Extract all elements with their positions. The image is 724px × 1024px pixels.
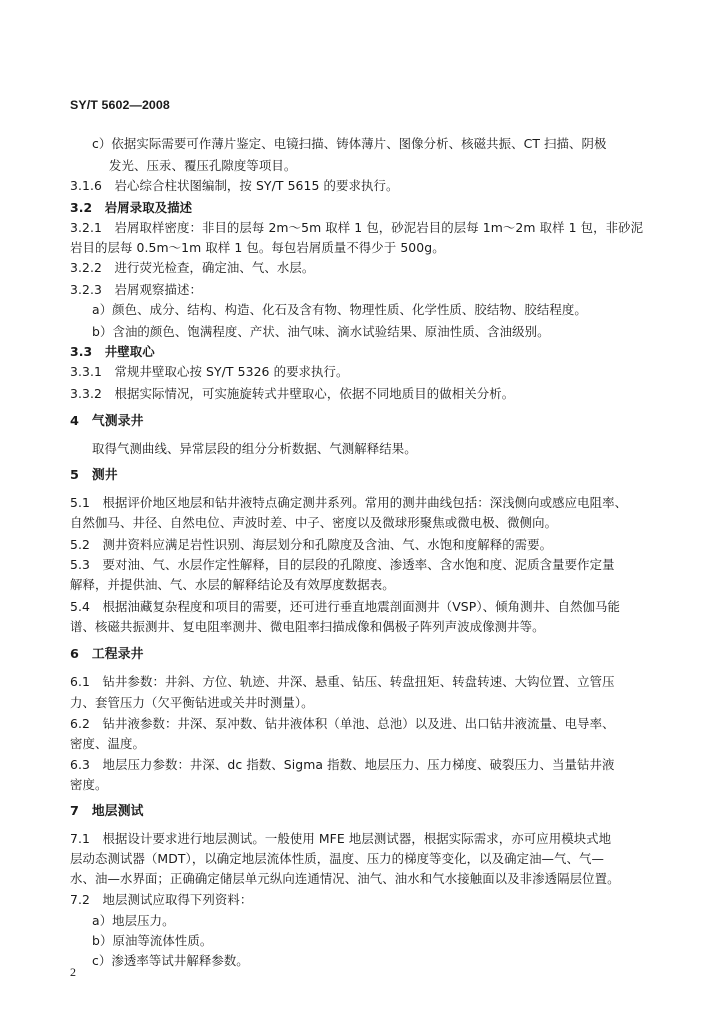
text-line: 自然伽马、井径、自然电位、声波时差、中子、密度以及微球形聚焦或微电极、微侧向。 [70, 515, 558, 530]
text-line: 3.2.2 进行荧光检查，确定油、气、水层。 [70, 260, 315, 275]
text-line: 解释，并提供油、气、水层的解释结论及有效厚度数据表。 [70, 577, 395, 592]
text-line: 取得气测曲线、异常层段的组分分析数据、气测解释结果。 [92, 441, 417, 456]
text-line: 3.3.2 根据实际情况，可实施旋转式井壁取心，依据不同地质目的做相关分析。 [70, 386, 515, 401]
text-line: 3.1.6 岩心综合柱状图编制，按 SY/T 5615 的要求执行。 [70, 178, 399, 193]
text-line: 密度、温度。 [70, 736, 145, 751]
text-line: 发光、压汞、覆压孔隙度等项目。 [109, 158, 297, 173]
text-line: 密度。 [70, 777, 108, 792]
text-line: 力、套管压力（欠平衡钻进或关井时测量）。 [70, 695, 314, 710]
text-line: 3.2.3 岩屑观察描述： [70, 282, 202, 297]
text-line: 5.4 根据油藏复杂程度和项目的需要，还可进行垂直地震剖面测井（VSP）、倾角测井、自然伽马能 [70, 599, 621, 614]
text-line: c）渗透率等试井解释参数。 [92, 953, 249, 968]
text-line: 6.3 地层压力参数：井深、dc 指数、Sigma 指数、地层压力、压力梯度、破裂压力、当量钻井液 [70, 757, 615, 772]
text-line: b）含油的颜色、饱满程度、产状、油气味、滴水试验结果、原油性质、含油级别。 [92, 324, 550, 339]
text-line: a）地层压力。 [92, 913, 175, 928]
document-code-header: SY/T 5602—2008 [70, 98, 170, 112]
text-line: 5.1 根据评价地区地层和钻井液特点确定测井系列。常用的测井曲线包括：深浅侧向或感应电阻率、 [70, 495, 628, 510]
text-line: 水、油—水界面；正确确定储层单元纵向连通情况、油气、油水和气水接触面以及非渗透隔层位置。 [70, 871, 620, 886]
text-line: 7.2 地层测试应取得下列资料： [70, 892, 253, 907]
text-line: 6.2 钻井液参数：井深、泵冲数、钻井液体积（单池、总池）以及进、出口钻井液流量、电导率、 [70, 716, 615, 731]
text-line: 6.1 钻井参数：井斜、方位、轨迹、井深、悬重、钻压、转盘扭矩、转盘转速、大钩位置、立管压 [70, 674, 615, 689]
text-line: 5.3 要对油、气、水层作定性解释，目的层段的孔隙度、渗透率、含水饱和度、泥质含量要作定量 [70, 557, 615, 572]
text-line: a）颜色、成分、结构、构造、化石及含有物、物理性质、化学性质、胶结物、胶结程度。 [92, 302, 587, 317]
section-heading: 7 地层测试 [70, 804, 144, 819]
page-number: 2 [70, 965, 77, 979]
text-line: 岩目的层每 0.5m～1m 取样 1 包。每包岩屑质量不得少于 500g。 [70, 240, 445, 255]
section-heading: 5 测井 [70, 468, 118, 483]
text-line: 7.1 根据设计要求进行地层测试。一般使用 MFE 地层测试器，根据实际需求，亦可应用模块式地 [70, 831, 612, 846]
text-line: b）原油等流体性质。 [92, 933, 213, 948]
text-line: c）依据实际需要可作薄片鉴定、电镜扫描、铸体薄片、图像分析、核磁共振、CT 扫描、阴极 [92, 136, 607, 151]
text-line: 3.3.1 常规井壁取心按 SY/T 5326 的要求执行。 [70, 364, 349, 379]
section-heading: 4 气测录井 [70, 414, 144, 429]
text-line: 谱、核磁共振测井、复电阻率测井、微电阻率扫描成像和偶极子阵列声波成像测井等。 [70, 619, 545, 634]
subsection-heading: 3.3 井壁取心 [70, 344, 155, 359]
text-line: 层动态测试器（MDT），以确定地层流体性质，温度、压力的梯度等变化，以及确定油—气、气— [70, 851, 605, 866]
subsection-heading: 3.2 岩屑录取及描述 [70, 200, 193, 215]
section-heading: 6 工程录井 [70, 647, 144, 662]
text-line: 5.2 测井资料应满足岩性识别、海层划分和孔隙度及含油、气、水饱和度解释的需要。 [70, 537, 553, 552]
text-line: 3.2.1 岩屑取样密度：非目的层每 2m～5m 取样 1 包，砂泥岩目的层每 1m～2m 取样 1 包，非砂泥 [70, 220, 644, 235]
